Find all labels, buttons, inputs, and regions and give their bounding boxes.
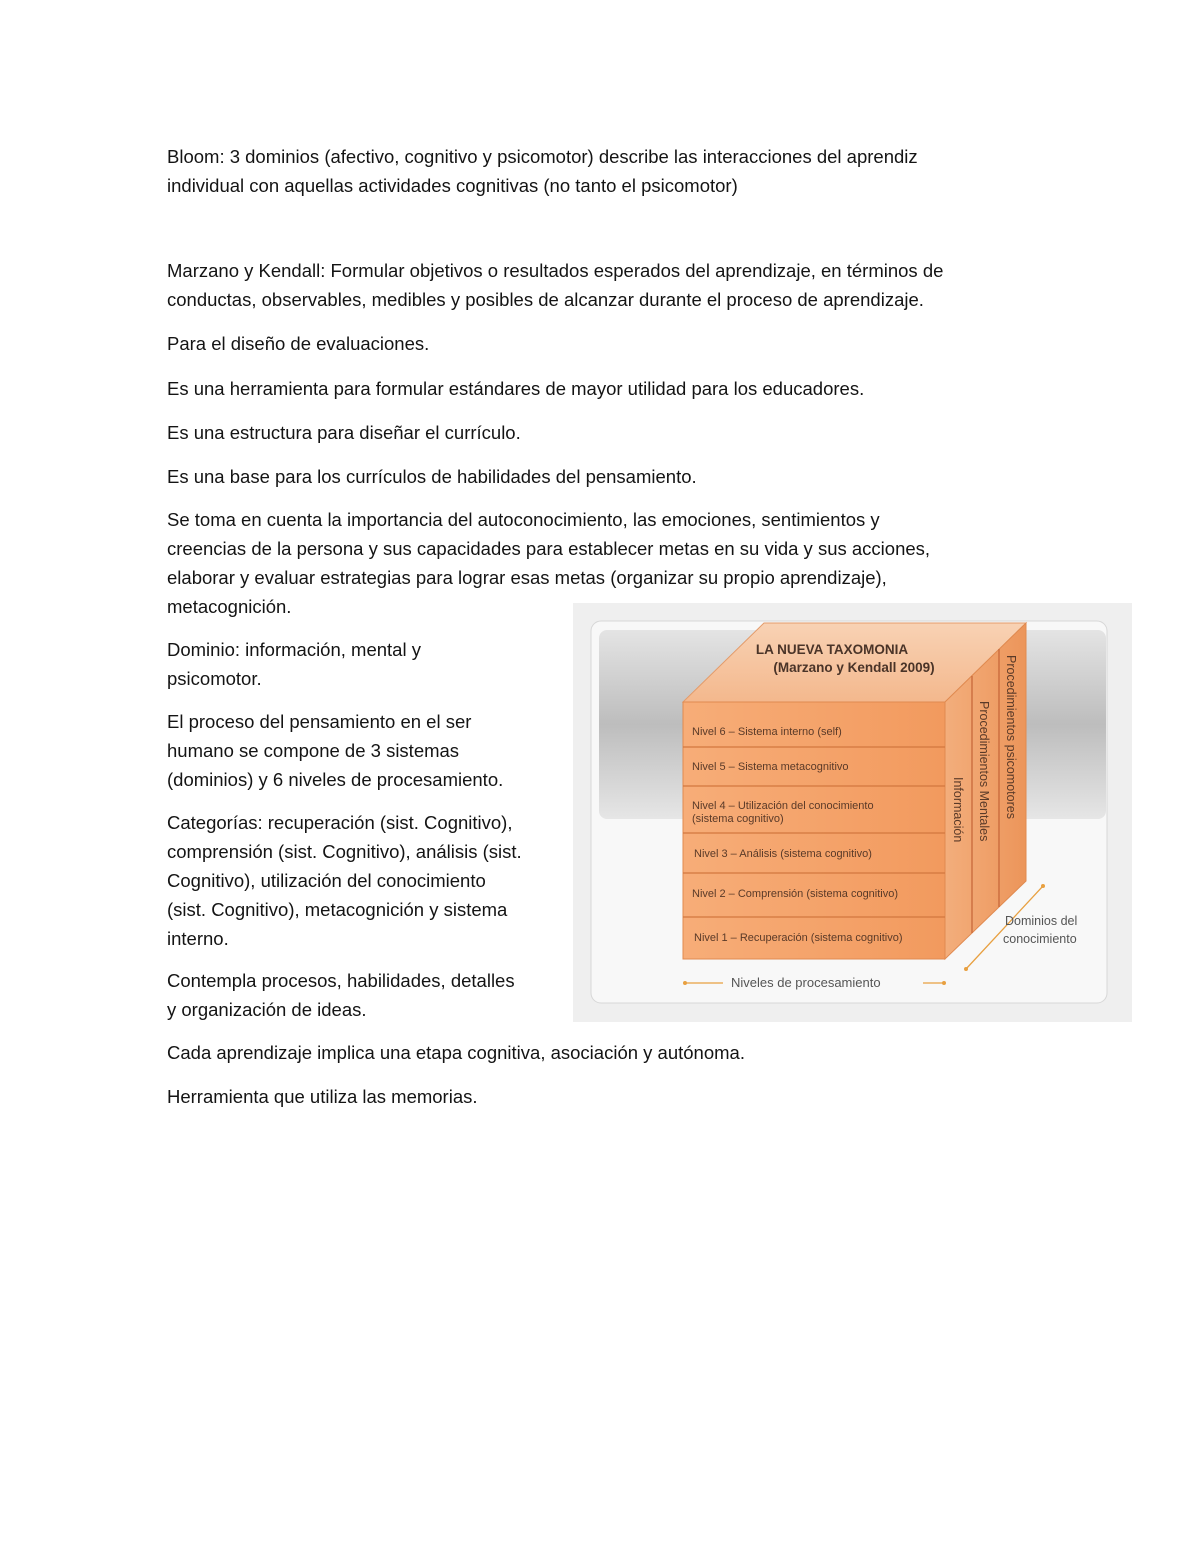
text-line: Dominio: información, mental y	[167, 639, 421, 660]
levels-caption: Niveles de procesamiento	[731, 975, 881, 990]
figure-subtitle: (Marzano y Kendall 2009)	[773, 660, 935, 675]
text-line: Marzano y Kendall: Formular objetivos o resultados esperados del aprendizaje, en términos de	[167, 260, 944, 281]
text-line: Cognitivo), utilización del conocimiento	[167, 870, 486, 891]
paragraph-base: Es una base para los currículos de habilidades del pensamiento.	[167, 466, 697, 487]
domain-informacion: Información	[951, 777, 965, 843]
level-2-label: Nivel 2 – Comprensión (sistema cognitivo)	[692, 888, 899, 900]
levels-arrow-dot	[942, 981, 946, 985]
text-line: (sist. Cognitivo), metacognición y sistema	[167, 899, 508, 920]
level-4-label-line-2: (sistema cognitivo)	[692, 813, 784, 825]
levels-arrow-dot	[683, 981, 687, 985]
paragraph-diseno: Para el diseño de evaluaciones.	[167, 333, 430, 354]
level-5-label: Nivel 5 – Sistema metacognitivo	[692, 761, 849, 773]
taxonomy-figure	[573, 603, 1132, 1022]
text-line: Contempla procesos, habilidades, detalles	[167, 970, 515, 991]
text-line: (dominios) y 6 niveles de procesamiento.	[167, 769, 504, 790]
domain-procedimientos-psicomotores: Procedimientos psicomotores	[1004, 655, 1018, 819]
figure-title: LA NUEVA TAXOMONIA	[755, 642, 909, 657]
text-line: humano se compone de 3 sistemas	[167, 740, 460, 761]
text-line: creencias de la persona y sus capacidades para establecer metas en su vida y sus acciones,	[167, 538, 931, 559]
level-3-label: Nivel 3 – Análisis (sistema cognitivo)	[694, 848, 872, 860]
paragraph-estructura: Es una estructura para diseñar el currículo.	[167, 422, 521, 443]
paragraph-dominio	[167, 635, 421, 693]
paragraph-bloom	[167, 142, 918, 200]
text-line: metacognición.	[167, 596, 292, 617]
level-1-label: Nivel 1 – Recuperación (sistema cognitivo)	[694, 932, 903, 944]
paragraph-marzano	[167, 256, 943, 314]
cube-front	[683, 702, 945, 959]
text-line: y organización de ideas.	[167, 999, 367, 1020]
text-line: El proceso del pensamiento en el ser	[167, 711, 472, 732]
domains-caption-line-2: conocimiento	[1003, 932, 1077, 946]
paragraph-categorias	[167, 808, 522, 953]
paragraph-contempla	[167, 966, 515, 1024]
paragraph-herramienta: Es una herramienta para formular estándares de mayor utilidad para los educadores.	[167, 378, 865, 399]
text-line: individual con aquellas actividades cognitivas (no tanto el psicomotor)	[167, 175, 738, 196]
text-line: elaborar y evaluar estrategias para lograr esas metas (organizar su propio aprendizaje),	[167, 567, 887, 588]
domains-arrow-dot	[964, 967, 968, 971]
text-line: Bloom: 3 dominios (afectivo, cognitivo y psicomotor) describe las interacciones del aprendiz	[167, 146, 918, 167]
domains-arrow-dot	[1041, 884, 1045, 888]
domains-caption: Dominios del	[1005, 914, 1078, 928]
domain-procedimientos-mentales: Procedimientos Mentales	[977, 701, 991, 842]
text-line: comprensión (sist. Cognitivo), análisis (sist.	[167, 841, 522, 862]
text-line: Se toma en cuenta la importancia del autoconocimiento, las emociones, sentimientos y	[167, 509, 880, 530]
taxonomy-diagram	[573, 603, 1132, 1022]
paragraph-proceso	[167, 707, 503, 794]
level-6-label: Nivel 6 – Sistema interno (self)	[692, 726, 842, 738]
text-line: psicomotor.	[167, 668, 262, 689]
text-line: conductas, observables, medibles y posibles de alcanzar durante el proceso de aprendizaje.	[167, 289, 924, 310]
text-line: interno.	[167, 928, 229, 949]
text-line: Categorías: recuperación (sist. Cognitivo),	[167, 812, 513, 833]
paragraph-memorias: Herramienta que utiliza las memorias.	[167, 1086, 478, 1107]
level-4-label: Nivel 4 – Utilización del conocimiento	[692, 800, 874, 812]
paragraph-cada: Cada aprendizaje implica una etapa cognitiva, asociación y autónoma.	[167, 1042, 745, 1063]
